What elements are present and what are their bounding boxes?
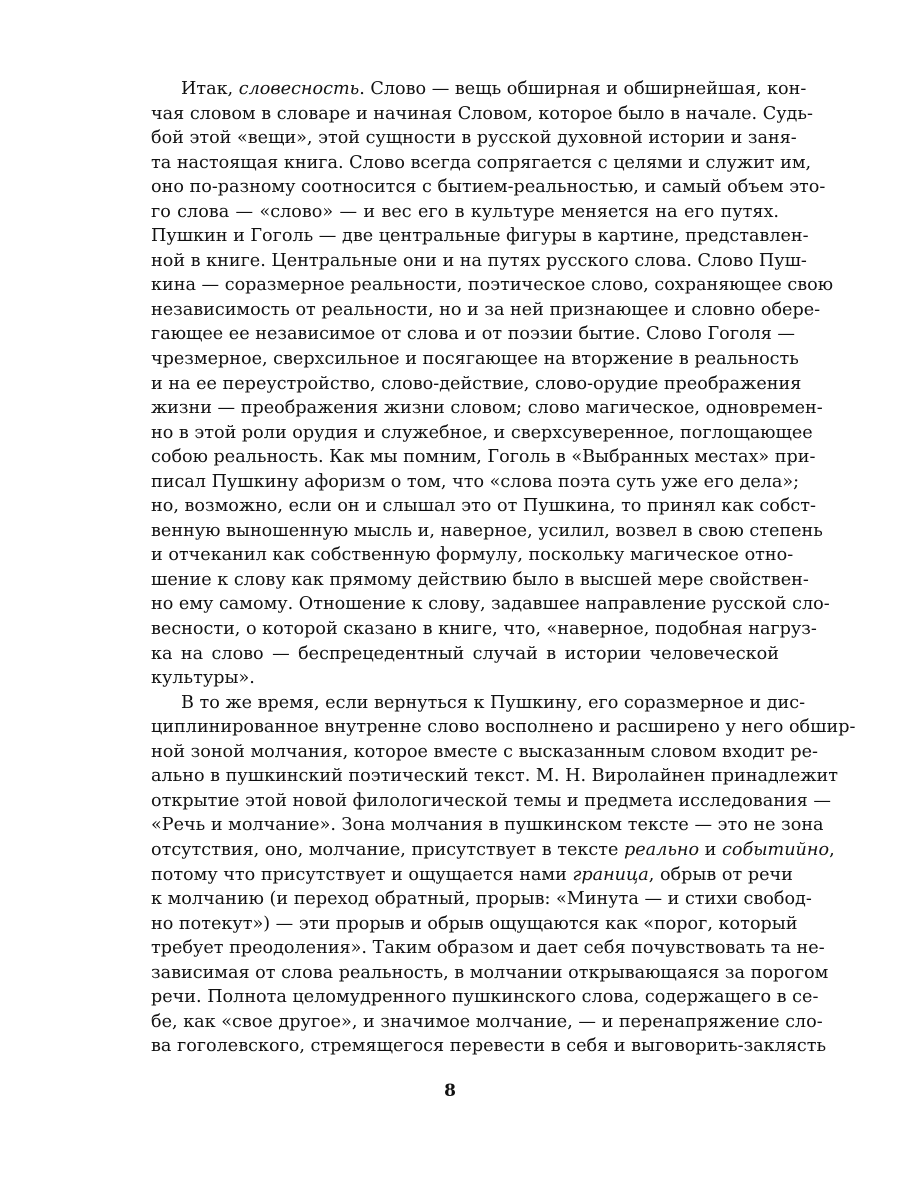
italic-text: граница: [572, 864, 649, 885]
text-run: зависимая от слова реальность, в молчании открывающаяся за порогом: [151, 962, 829, 983]
text-line: [151, 347, 799, 372]
text-run: Пушкин и Гоголь — две центральные фигуры в картине, представлен-: [151, 226, 809, 247]
body-text: [151, 77, 856, 1059]
text-run: открытие этой новой филологической темы и предмета исследования —: [151, 790, 831, 811]
text-run: венную выношенную мысль и, наверное, усилил, возвел в свою степень: [151, 520, 823, 541]
text-run: потому что присутствует и ощущается нами: [151, 864, 573, 885]
text-run: кина — соразмерное реальности, поэтическое слово, сохраняющее свою: [151, 275, 834, 296]
text-line: [151, 151, 812, 176]
text-line: [151, 617, 817, 642]
text-line: [151, 642, 779, 667]
text-run: го слова — «слово» — и вес его в культуре меняется на его путях.: [151, 201, 779, 222]
text-run: бой этой «вещи», этой сущности в русской духовной истории и заня-: [151, 128, 797, 149]
italic-text: реально: [623, 839, 700, 860]
text-run: ,: [829, 839, 835, 860]
text-run: и: [699, 839, 723, 860]
text-run: независимость от реальности, но и за ней признающее и словно обере-: [151, 299, 821, 320]
text-line: [151, 1034, 827, 1059]
text-line: [151, 838, 835, 863]
text-line: [151, 322, 795, 347]
text-run: требует преодоления». Таким образом и дает себя почувствовать та не-: [151, 938, 825, 959]
text-run: оно по-разному соотносится с бытием-реальностью, и самый объем это-: [151, 177, 826, 198]
text-run: ка на слово — беспрецедентный случай в истории человеческой: [151, 643, 779, 664]
text-line: [151, 863, 793, 888]
text-line: [151, 249, 807, 274]
text-run: и отчеканил как собственную формулу, поскольку магическое отно-: [151, 545, 794, 566]
text-run: гающее ее независимое от слова и от поэзии бытие. Слово Гоголя —: [151, 324, 795, 345]
text-line: [151, 789, 831, 814]
paragraph: [151, 77, 834, 691]
text-line: [151, 592, 830, 617]
text-run: шение к слову как прямому действию было в высшей мере свойствен-: [151, 569, 809, 590]
text-line: [151, 691, 806, 716]
text-line: [151, 421, 813, 446]
text-run: та настоящая книга. Слово всегда сопрягается с целями и служит им,: [151, 152, 812, 173]
text-line: [151, 985, 819, 1010]
text-run: к молчанию (и переход обратный, прорыв: «Минута — и стихи свобод-: [151, 889, 812, 910]
text-run: но, возможно, если он и слышал это от Пушкина, то принял как собст-: [151, 496, 816, 517]
text-line: [151, 77, 807, 102]
text-line: [151, 224, 809, 249]
text-run: весности, о которой сказано в книге, что, «наверное, подобная нагруз-: [151, 619, 817, 640]
text-line: [151, 298, 821, 323]
text-line: [151, 715, 856, 740]
text-line: [151, 102, 813, 127]
italic-text: словесность: [238, 79, 360, 99]
text-run: ва гоголевского, стремящегося перевести в себя и выговорить-заклясть: [151, 1036, 827, 1057]
text-run: писал Пушкину афоризм о том, что «слова поэта суть уже его дела»;: [151, 471, 800, 492]
text-line: [151, 887, 812, 912]
text-run: чая словом в словаре и начиная Словом, которое было в начале. Судь-: [151, 103, 813, 124]
text-run: ной в книге. Центральные они и на путях русского слова. Слово Пуш-: [151, 250, 807, 271]
text-run: и на ее переустройство, слово-действие, слово-орудие преображения: [151, 373, 802, 394]
italic-text: событийно: [722, 839, 830, 860]
text-run: отсутствия, оно, молчание, присутствует в тексте: [151, 839, 624, 860]
text-line: [151, 813, 824, 838]
text-run: жизни — преображения жизни словом; слово магическое, одновремен-: [151, 398, 823, 419]
text-run: Итак,: [181, 79, 239, 99]
text-run: бе, как «свое другое», и значимое молчание, — и перенапряжение сло-: [151, 1011, 823, 1032]
text-line: [151, 494, 816, 519]
text-line: [151, 740, 818, 765]
text-line: [151, 273, 834, 298]
text-run: собою реальность. Как мы помним, Гоголь в «Выбранных местах» при-: [151, 447, 816, 468]
text-line: [151, 372, 802, 397]
text-run: ально в пушкинский поэтический текст. М. Н. Виролайнен принадлежит: [151, 766, 838, 787]
text-line: [151, 519, 823, 544]
text-run: речи. Полнота целомудренного пушкинского слова, содержащего в се-: [151, 987, 819, 1008]
text-line: [151, 1010, 823, 1035]
text-run: чрезмерное, сверхсильное и посягающее на вторжение в реальность: [151, 349, 799, 370]
text-run: В то же время, если вернуться к Пушкину, его соразмерное и дис-: [181, 692, 806, 713]
text-line: [151, 568, 809, 593]
text-line: [151, 126, 797, 151]
text-run: «Речь и молчание». Зона молчания в пушкинском тексте — это не зона: [151, 815, 824, 836]
text-run: ной зоной молчания, которое вместе с высказанным словом входит ре-: [151, 741, 818, 762]
text-run: культуры».: [151, 668, 255, 689]
text-run: . Слово — вещь обширная и обширнейшая, кон-: [359, 79, 807, 99]
text-line: [151, 200, 779, 225]
text-line: [151, 445, 816, 470]
text-line: [151, 396, 823, 421]
text-line: [151, 470, 800, 495]
text-run: , обрыв от речи: [648, 864, 793, 885]
text-line: [151, 764, 838, 789]
text-line: [151, 543, 794, 568]
text-line: [151, 912, 798, 937]
text-run: но потекут») — эти прорыв и обрыв ощущаются как «порог, который: [151, 913, 798, 934]
paragraph: [151, 691, 856, 1059]
page-number: 8: [444, 1081, 456, 1101]
text-run: циплинированное внутренне слово восполнено и расширено у него обшир-: [151, 717, 856, 738]
text-line: [151, 175, 826, 200]
text-line: [151, 936, 825, 961]
text-line: [151, 666, 779, 691]
text-run: но в этой роли орудия и служебное, и сверхсуверенное, поглощающее: [151, 422, 813, 443]
text-line: [151, 961, 829, 986]
text-run: но ему самому. Отношение к слову, задавшее направление русской сло-: [151, 594, 830, 615]
